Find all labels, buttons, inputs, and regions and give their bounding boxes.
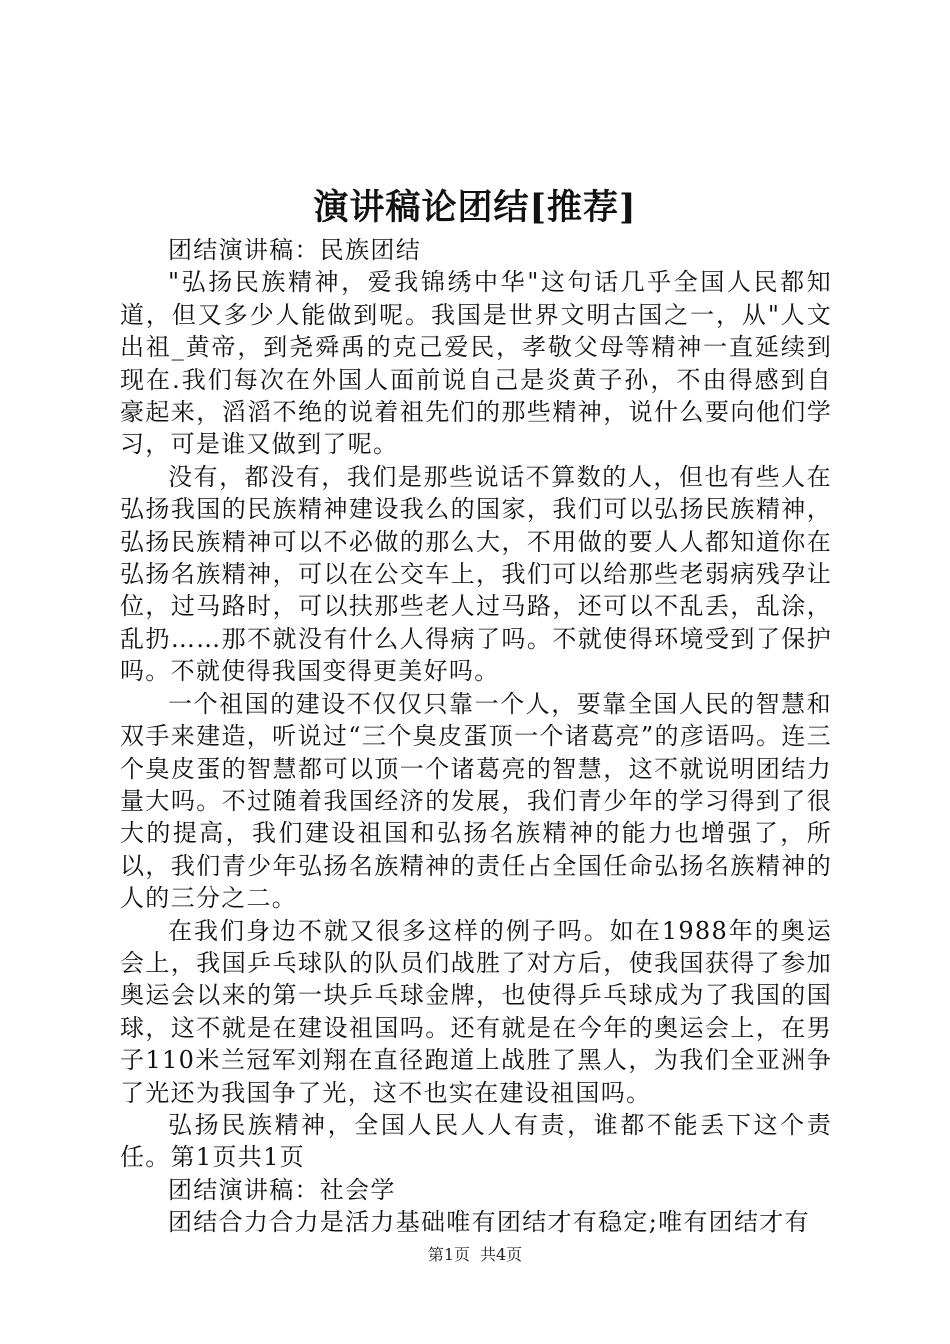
document-title: 演讲稿论团结[推荐] [313, 187, 637, 228]
paragraph-national-spirit: "弘扬民族精神，爱我锦绣中华"这句话几乎全国人民都知道，但又多少人能做到呢。我国是世界文明古国之一，从"人文出祖_黄帝，到尧舜禹的克己爱民，孝敬父母等精神一直延续到现在.我们每次在外国人面前说自己是炎黄子孙，不由得感到自豪起来，滔滔不绝的说着祖先们的那些精神，说什么要向他们学习，可是谁又做到了呢。 [120, 268, 832, 459]
paragraph-no-one-did: 没有，都没有，我们是那些说话不算数的人，但也有些人在弘扬我国的民族精神建设我么的国家，我们可以弘扬民族精神，弘扬民族精神可以不必做的那么大，不用做的要人人都知道你在弘扬名族精神，可以在公交车上，我们可以给那些老弱病残孕让位，过马路时，可以扶那些老人过马路，还可以不乱丢，乱涂，乱扔……那不就没有什么人得病了吗。不就使得环境受到了保护吗。不就使得我国变得更美好吗。 [120, 462, 832, 686]
paragraph-unity-strength: 团结合力合力是活力基础唯有团结才有稳定;唯有团结才有 [168, 1208, 810, 1237]
section-heading-ethnic-unity: 团结演讲稿：民族团结 [168, 236, 421, 264]
page-total: 共4页 [480, 1245, 523, 1264]
paragraph-responsibility: 弘扬民族精神，全国人民人人有责，谁都不能丢下这个责任。第1页共1页 [120, 1110, 832, 1172]
section-heading-sociology: 团结演讲稿：社会学 [168, 1175, 396, 1204]
page-footer [0, 1243, 950, 1267]
paragraph-build-motherland: 一个祖国的建设不仅仅只靠一个人，要靠全国人民的智慧和双手来建造，听说过“三个臭皮蛋顶一个诸葛亮”的彦语吗。连三个臭皮蛋的智慧都可以顶一个诸葛亮的智慧，这不就说明团结力量大吗。不过随着我国经济的发展，我们青少年的学习得到了很大的提高，我们建设祖国和弘扬名族精神的能力也增强了，所以，我们青少年弘扬名族精神的责任占全国任命弘扬名族精神的人的三分之二。 [120, 689, 832, 913]
page-number: 第1页 [427, 1245, 470, 1264]
paragraph-examples: 在我们身边不就又很多这样的例子吗。如在1988年的奥运会上，我国乒乓球队的队员们战胜了对方后，使我国获得了参加奥运会以来的第一块乒乓球金牌，也使得乒乓球成为了我国的国球，这不就是在建设祖国吗。还有就是在今年的奥运会上，在男子110米兰冠军刘翔在直径跑道上战胜了黑人，为我们全亚洲争了光还为我国争了光，这不也实在建设祖国吗。 [120, 916, 832, 1107]
document-body [120, 234, 832, 1239]
